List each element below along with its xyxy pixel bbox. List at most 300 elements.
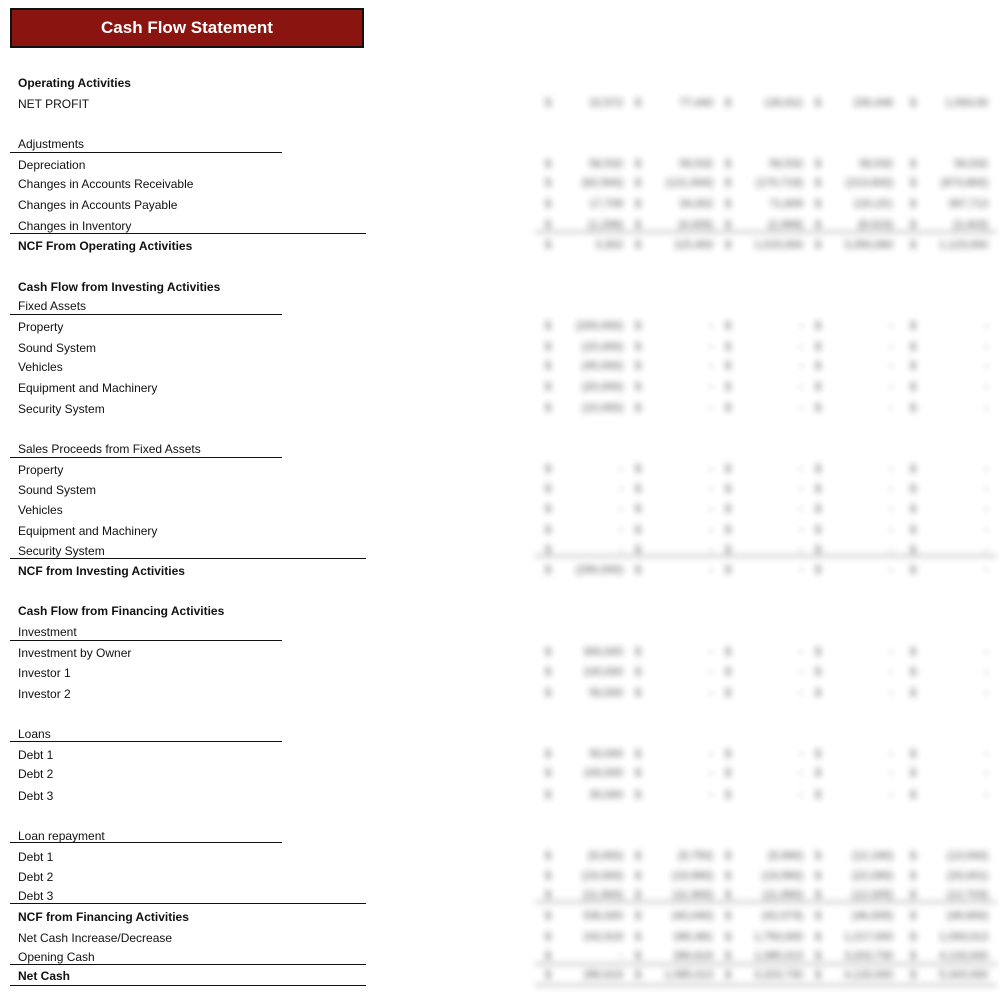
currency-sign: $ — [544, 239, 552, 251]
currency-sign: $ — [814, 341, 822, 353]
value-cell: 3,350,060 — [844, 239, 893, 251]
currency-sign: $ — [634, 360, 642, 372]
value-row — [535, 239, 995, 253]
currency-sign: $ — [814, 666, 822, 678]
value-cell: (12,703) — [947, 889, 988, 901]
currency-sign: $ — [909, 360, 917, 372]
value-cell: - — [889, 381, 893, 393]
row-label: Changes in Accounts Payable — [18, 198, 178, 212]
currency-sign: $ — [814, 503, 822, 515]
currency-sign: $ — [724, 381, 732, 393]
value-cell: - — [709, 503, 713, 515]
value-cell: - — [889, 687, 893, 699]
row-label: Cash Flow from Financing Activities — [18, 604, 225, 618]
value-cell: - — [799, 687, 803, 699]
currency-sign: $ — [724, 239, 732, 251]
currency-sign: $ — [814, 767, 822, 779]
currency-sign: $ — [634, 850, 642, 862]
value-cell: (19,990) — [762, 870, 803, 882]
value-cell: 280,619 — [583, 969, 623, 981]
value-cell: - — [799, 564, 803, 576]
divider-line — [10, 457, 282, 458]
currency-sign: $ — [634, 870, 642, 882]
row-label: Investment — [18, 625, 77, 639]
currency-sign: $ — [634, 524, 642, 536]
value-cell: - — [709, 381, 713, 393]
value-cell: 56,532 — [679, 158, 713, 170]
value-row — [535, 789, 995, 803]
value-row — [535, 931, 995, 945]
value-cell: (13,000) — [947, 850, 988, 862]
currency-sign: $ — [814, 463, 822, 475]
currency-sign: $ — [544, 544, 552, 556]
value-cell: 71,609 — [769, 198, 803, 210]
currency-sign: $ — [909, 889, 917, 901]
value-cell: (9,990) — [768, 850, 803, 862]
row-label: Operating Activities — [18, 76, 131, 90]
currency-sign: $ — [814, 646, 822, 658]
row-label: Vehicles — [18, 503, 63, 517]
currency-sign: $ — [634, 544, 642, 556]
value-cell: (10,000) — [582, 402, 623, 414]
currency-sign: $ — [544, 564, 552, 576]
currency-sign: $ — [724, 360, 732, 372]
row-label: Fixed Assets — [18, 299, 87, 313]
value-cell: (40,040) — [672, 910, 713, 922]
value-row — [535, 969, 995, 983]
currency-sign: $ — [634, 483, 642, 495]
divider-line — [10, 233, 366, 234]
row-label: Vehicles — [18, 360, 63, 374]
currency-sign: $ — [634, 219, 642, 231]
value-cell: 17,709 — [589, 198, 623, 210]
value-cell: - — [799, 483, 803, 495]
value-cell: - — [709, 360, 713, 372]
currency-sign: $ — [814, 931, 822, 943]
value-cell: 300,000 — [583, 646, 623, 658]
value-cell: (213,600) — [845, 177, 893, 189]
value-cell: - — [799, 524, 803, 536]
currency-sign: $ — [634, 767, 642, 779]
value-cell: - — [889, 544, 893, 556]
currency-sign: $ — [724, 969, 732, 981]
currency-sign: $ — [544, 381, 552, 393]
value-cell: - — [619, 950, 623, 962]
value-cell: (200,000) — [575, 320, 623, 332]
row-label: Debt 1 — [18, 748, 54, 762]
value-cell: - — [889, 789, 893, 801]
row-label: Net Cash — [18, 969, 71, 983]
value-cell: 115,400 — [674, 239, 713, 251]
value-cell: 100,000 — [583, 666, 623, 678]
currency-sign: $ — [724, 402, 732, 414]
currency-sign: $ — [544, 320, 552, 332]
value-cell: - — [984, 789, 988, 801]
value-cell: - — [889, 320, 893, 332]
value-cell: 34,002 — [679, 198, 713, 210]
currency-sign: $ — [544, 789, 552, 801]
value-cell: - — [709, 544, 713, 556]
value-cell: - — [799, 341, 803, 353]
currency-sign: $ — [814, 850, 822, 862]
value-cell: 280,619 — [673, 950, 713, 962]
value-cell: (12,005) — [852, 889, 893, 901]
currency-sign: $ — [909, 931, 917, 943]
currency-sign: $ — [544, 646, 552, 658]
value-row — [535, 850, 995, 864]
value-cell: 5,343,000 — [939, 969, 988, 981]
statement-values — [535, 0, 1000, 1000]
value-cell: - — [799, 320, 803, 332]
currency-sign: $ — [544, 524, 552, 536]
value-cell: - — [984, 767, 988, 779]
currency-sign: $ — [634, 950, 642, 962]
value-cell: 56,532 — [859, 158, 893, 170]
currency-sign: $ — [909, 463, 917, 475]
value-cell: - — [799, 544, 803, 556]
currency-sign: $ — [724, 850, 732, 862]
value-row — [535, 158, 995, 172]
row-label: NCF from Financing Activities — [18, 910, 189, 924]
value-cell: - — [889, 402, 893, 414]
currency-sign: $ — [909, 748, 917, 760]
currency-sign: $ — [724, 463, 732, 475]
currency-sign: $ — [724, 524, 732, 536]
row-label: Adjustments — [18, 137, 85, 151]
row-label: Depreciation — [18, 158, 86, 172]
currency-sign: $ — [814, 177, 822, 189]
currency-sign: $ — [909, 544, 917, 556]
value-cell: - — [799, 463, 803, 475]
currency-sign: $ — [909, 969, 917, 981]
value-cell: (290,000) — [575, 564, 623, 576]
value-row — [535, 666, 995, 680]
currency-sign: $ — [544, 889, 552, 901]
currency-sign: $ — [814, 544, 822, 556]
value-cell: - — [799, 503, 803, 515]
total-underline — [535, 231, 997, 233]
currency-sign: $ — [724, 97, 732, 109]
row-label: Net Cash Increase/Decrease — [18, 931, 173, 945]
currency-sign: $ — [724, 646, 732, 658]
divider-line — [10, 903, 366, 904]
value-cell: (11,900) — [582, 889, 623, 901]
currency-sign: $ — [724, 544, 732, 556]
value-cell: - — [984, 666, 988, 678]
value-cell: - — [889, 524, 893, 536]
value-cell: - — [799, 666, 803, 678]
currency-sign: $ — [814, 97, 822, 109]
value-cell: - — [984, 463, 988, 475]
value-cell: - — [619, 503, 623, 515]
currency-sign: $ — [634, 748, 642, 760]
value-cell: 1,750,000 — [754, 931, 803, 943]
row-label: Investor 2 — [18, 687, 71, 701]
value-cell: - — [984, 748, 988, 760]
value-cell: - — [709, 687, 713, 699]
value-row — [535, 177, 995, 191]
currency-sign: $ — [634, 931, 642, 943]
currency-sign: $ — [544, 910, 552, 922]
value-cell: (11,900) — [672, 889, 713, 901]
currency-sign: $ — [634, 177, 642, 189]
currency-sign: $ — [909, 910, 917, 922]
value-cell: 3,203,730 — [754, 969, 803, 981]
value-row — [535, 503, 995, 517]
currency-sign: $ — [814, 381, 822, 393]
currency-sign: $ — [814, 483, 822, 495]
value-row — [535, 564, 995, 578]
value-cell: (8,523) — [858, 219, 893, 231]
currency-sign: $ — [544, 177, 552, 189]
value-cell: 120,151 — [853, 198, 893, 210]
row-label: Sales Proceeds from Fixed Assets — [18, 442, 201, 456]
value-cell: (20,000) — [582, 381, 623, 393]
currency-sign: $ — [634, 320, 642, 332]
value-cell: 22,572 — [589, 97, 623, 109]
currency-sign: $ — [724, 503, 732, 515]
currency-sign: $ — [909, 850, 917, 862]
value-row — [535, 524, 995, 538]
value-cell: - — [799, 402, 803, 414]
currency-sign: $ — [544, 748, 552, 760]
total-underline — [535, 984, 997, 986]
value-cell: 100,000 — [583, 767, 623, 779]
currency-sign: $ — [724, 687, 732, 699]
currency-sign: $ — [909, 687, 917, 699]
currency-sign: $ — [814, 198, 822, 210]
row-label: Changes in Inventory — [18, 219, 132, 233]
value-cell: (49,900) — [947, 910, 988, 922]
value-cell: - — [889, 360, 893, 372]
currency-sign: $ — [544, 950, 552, 962]
row-label: Security System — [18, 402, 105, 416]
value-cell: 1,123,000 — [939, 239, 988, 251]
value-row — [535, 463, 995, 477]
currency-sign: $ — [544, 158, 552, 170]
value-cell: - — [709, 320, 713, 332]
row-label: Sound System — [18, 483, 97, 497]
currency-sign: $ — [724, 910, 732, 922]
currency-sign: $ — [909, 239, 917, 251]
value-cell: 1,085,013 — [664, 969, 713, 981]
currency-sign: $ — [909, 666, 917, 678]
value-cell: 1,093,013 — [939, 931, 988, 943]
currency-sign: $ — [814, 564, 822, 576]
value-cell: 530,000 — [583, 910, 623, 922]
value-cell: 397,713 — [948, 198, 988, 210]
value-cell: 56,532 — [589, 158, 623, 170]
value-cell: 1,085,013 — [754, 950, 803, 962]
row-label: Loans — [18, 727, 51, 741]
currency-sign: $ — [544, 687, 552, 699]
value-cell: (19,000) — [582, 870, 623, 882]
currency-sign: $ — [634, 239, 642, 251]
divider-line — [10, 985, 366, 986]
currency-sign: $ — [814, 524, 822, 536]
currency-sign: $ — [814, 889, 822, 901]
currency-sign: $ — [724, 320, 732, 332]
currency-sign: $ — [724, 483, 732, 495]
value-cell: - — [889, 666, 893, 678]
currency-sign: $ — [909, 503, 917, 515]
value-cell: (121,500) — [665, 177, 713, 189]
value-cell: (33,001) — [947, 870, 988, 882]
value-cell: - — [984, 402, 988, 414]
currency-sign: $ — [634, 198, 642, 210]
value-cell: - — [889, 341, 893, 353]
currency-sign: $ — [544, 969, 552, 981]
value-cell: - — [984, 320, 988, 332]
value-cell: 230,446 — [853, 97, 893, 109]
value-cell: - — [984, 381, 988, 393]
value-cell: - — [709, 767, 713, 779]
currency-sign: $ — [634, 687, 642, 699]
currency-sign: $ — [909, 341, 917, 353]
value-cell: 4,133,000 — [844, 969, 893, 981]
value-row — [535, 341, 995, 355]
value-cell: (45,000) — [582, 360, 623, 372]
currency-sign: $ — [814, 969, 822, 981]
value-row — [535, 360, 995, 374]
row-label: Debt 2 — [18, 870, 54, 884]
value-cell: (170,719) — [755, 177, 803, 189]
currency-sign: $ — [544, 931, 552, 943]
currency-sign: $ — [724, 158, 732, 170]
value-cell: - — [984, 564, 988, 576]
currency-sign: $ — [909, 402, 917, 414]
value-cell: - — [984, 646, 988, 658]
value-cell: 1,217,000 — [844, 931, 893, 943]
value-cell: (42,074) — [762, 910, 803, 922]
divider-line — [10, 314, 282, 315]
value-row — [535, 748, 995, 762]
value-cell: 280,481 — [673, 931, 713, 943]
currency-sign: $ — [814, 320, 822, 332]
value-cell: - — [984, 360, 988, 372]
row-label: Investor 1 — [18, 666, 71, 680]
value-cell: - — [799, 767, 803, 779]
value-cell: (3,403) — [953, 219, 988, 231]
row-label: Investment by Owner — [18, 646, 132, 660]
row-label: Cash Flow from Investing Activities — [18, 280, 221, 294]
currency-sign: $ — [544, 219, 552, 231]
currency-sign: $ — [724, 950, 732, 962]
currency-sign: $ — [909, 219, 917, 231]
value-cell: - — [984, 483, 988, 495]
value-cell: - — [889, 503, 893, 515]
value-cell: - — [984, 341, 988, 353]
currency-sign: $ — [724, 666, 732, 678]
value-cell: (11,990) — [762, 889, 803, 901]
row-label: Sound System — [18, 341, 97, 355]
currency-sign: $ — [724, 931, 732, 943]
currency-sign: $ — [814, 687, 822, 699]
value-cell: - — [984, 503, 988, 515]
currency-sign: $ — [634, 463, 642, 475]
value-cell: - — [709, 524, 713, 536]
row-label: Debt 1 — [18, 850, 54, 864]
value-cell: - — [799, 381, 803, 393]
value-cell: (9,000) — [588, 850, 623, 862]
value-cell: 50,000 — [589, 687, 623, 699]
value-cell: 30,000 — [589, 789, 623, 801]
value-cell: - — [709, 402, 713, 414]
currency-sign: $ — [544, 97, 552, 109]
currency-sign: $ — [634, 789, 642, 801]
value-cell: 242,619 — [583, 931, 623, 943]
row-label: Opening Cash — [18, 950, 95, 964]
currency-sign: $ — [634, 158, 642, 170]
row-label: Debt 2 — [18, 767, 54, 781]
currency-sign: $ — [814, 360, 822, 372]
value-cell: 56,532 — [954, 158, 988, 170]
row-label: Equipment and Machinery — [18, 381, 158, 395]
value-row — [535, 767, 995, 781]
currency-sign: $ — [909, 320, 917, 332]
value-row — [535, 950, 995, 964]
value-cell: - — [889, 748, 893, 760]
row-label: NCF from Investing Activities — [18, 564, 185, 578]
currency-sign: $ — [544, 767, 552, 779]
row-label: Debt 3 — [18, 889, 54, 903]
currency-sign: $ — [634, 666, 642, 678]
currency-sign: $ — [544, 360, 552, 372]
value-row — [535, 381, 995, 395]
value-cell: - — [984, 524, 988, 536]
row-label: Changes in Accounts Receivable — [18, 177, 194, 191]
currency-sign: $ — [814, 402, 822, 414]
value-cell: (12,190) — [852, 850, 893, 862]
total-underline — [535, 963, 997, 965]
value-cell: (62,500) — [582, 177, 623, 189]
value-cell: - — [709, 341, 713, 353]
currency-sign: $ — [544, 850, 552, 862]
value-cell: - — [709, 463, 713, 475]
value-cell: - — [889, 483, 893, 495]
value-cell: - — [799, 748, 803, 760]
value-cell: - — [799, 789, 803, 801]
value-row — [535, 97, 995, 111]
currency-sign: $ — [814, 910, 822, 922]
value-row — [535, 687, 995, 701]
total-underline — [535, 901, 997, 903]
value-cell: - — [619, 463, 623, 475]
currency-sign: $ — [909, 789, 917, 801]
currency-sign: $ — [909, 564, 917, 576]
divider-line — [10, 558, 366, 559]
value-cell: 56,532 — [769, 158, 803, 170]
value-cell: 3,302 — [595, 239, 623, 251]
cash-flow-title: Cash Flow Statement — [10, 8, 364, 48]
currency-sign: $ — [909, 177, 917, 189]
value-cell: (46,005) — [852, 910, 893, 922]
currency-sign: $ — [634, 503, 642, 515]
divider-line — [10, 640, 282, 641]
currency-sign: $ — [634, 646, 642, 658]
value-cell: - — [709, 483, 713, 495]
currency-sign: $ — [909, 381, 917, 393]
value-cell: - — [709, 646, 713, 658]
value-cell: 3,203,730 — [844, 950, 893, 962]
currency-sign: $ — [724, 198, 732, 210]
currency-sign: $ — [814, 748, 822, 760]
value-cell: (22,090) — [852, 870, 893, 882]
row-label: Property — [18, 320, 64, 334]
currency-sign: $ — [634, 564, 642, 576]
value-cell: 1,015,000 — [754, 239, 803, 251]
value-cell: - — [889, 564, 893, 576]
